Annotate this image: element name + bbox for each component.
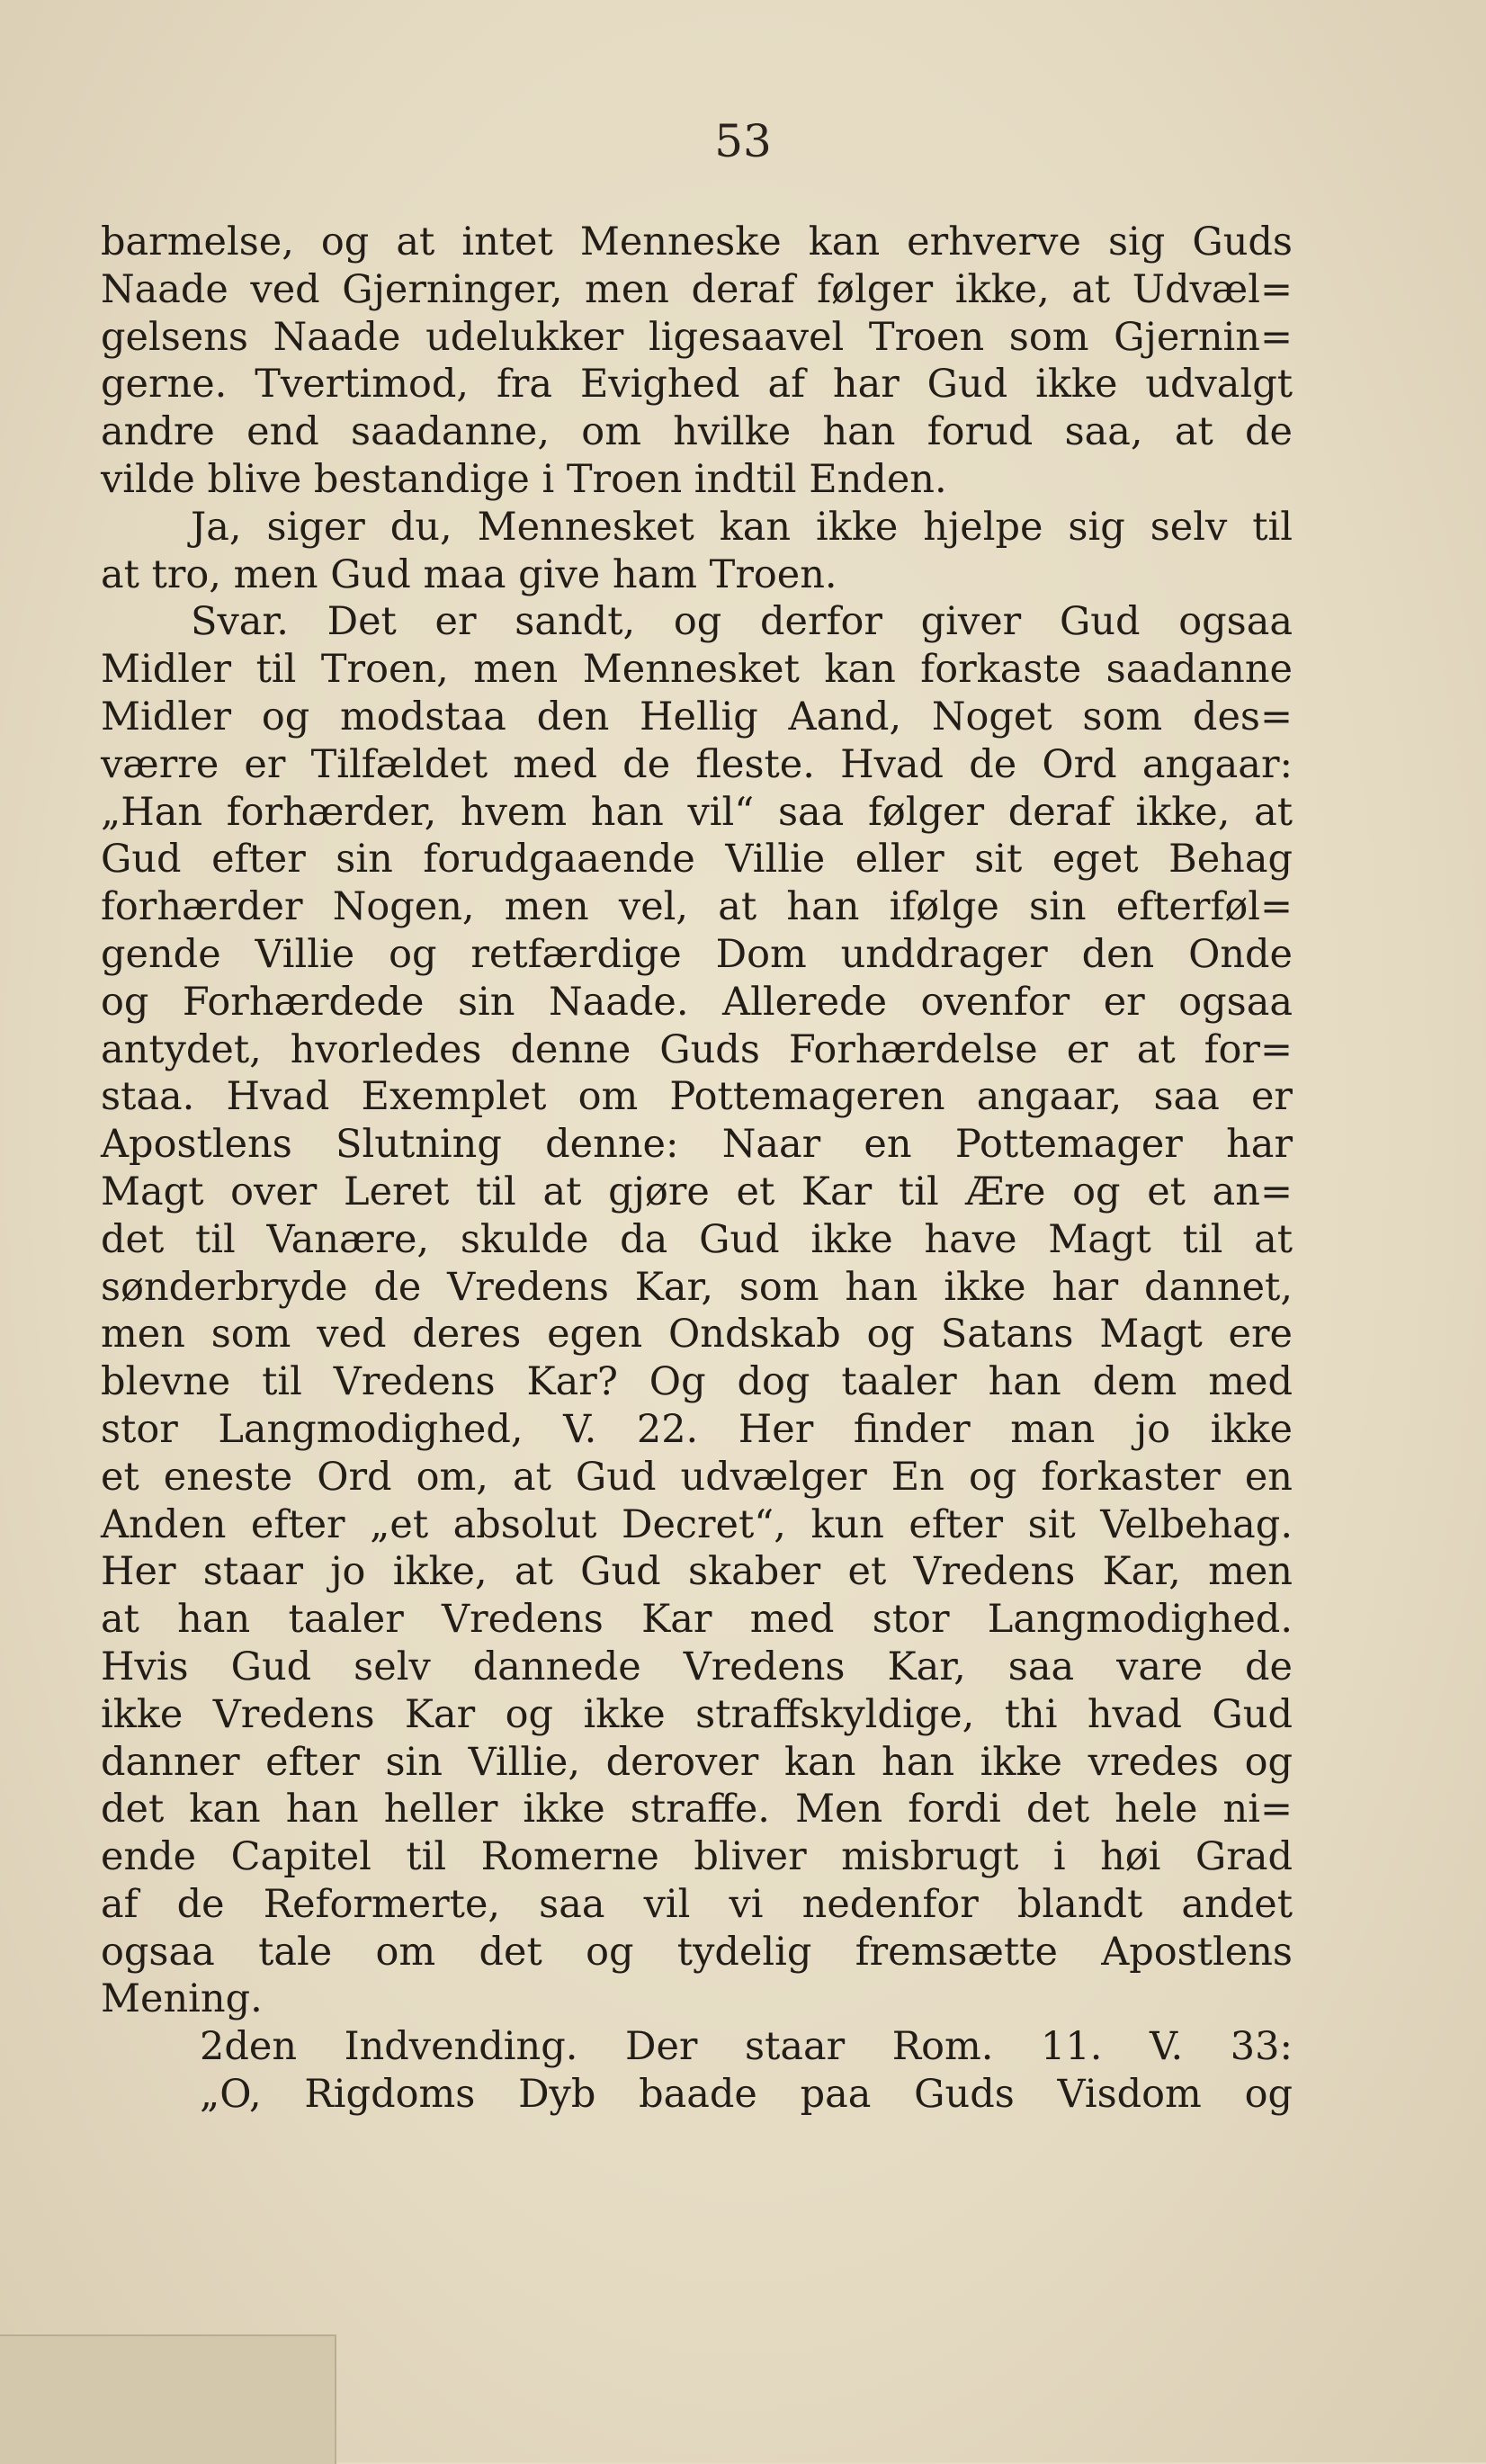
text-line: Svar. Det er sandt, og derfor giver Gud ogsaa	[191, 599, 1293, 645]
text-line: Ja, siger du, Mennesket kan ikke hjelpe sig selv til	[191, 504, 1293, 550]
text-line: Mening.	[101, 1976, 263, 2022]
text-line: danner efter sin Villie, derover kan han ikke vredes og	[101, 1739, 1293, 1785]
text-line: Hvis Gud selv dannede Vredens Kar, saa vare de	[101, 1644, 1293, 1689]
text-line: Apostlens Slutning denne: Naar en Pottemager har	[101, 1122, 1293, 1168]
text-line: af de Reformerte, saa vil vi nedenfor blandt andet	[101, 1881, 1293, 1927]
text-line: et eneste Ord om, at Gud udvælger En og forkaster en	[101, 1454, 1293, 1500]
text-line: vilde blive bestandige i Troen indtil Enden.	[101, 456, 947, 502]
text-line: forhærder Nogen, men vel, at han ifølge sin efterføl=	[101, 884, 1293, 930]
text-line: stor Langmodighed, V. 22. Her finder man jo ikke	[101, 1406, 1293, 1452]
text-line: ikke Vredens Kar og ikke straffskyldige, thi hvad Gud	[101, 1691, 1293, 1737]
text-line: og Forhærdede sin Naade. Allerede ovenfor er ogsaa	[101, 979, 1293, 1025]
text-line: værre er Tilfældet med de fleste. Hvad de Ord angaar:	[101, 741, 1293, 787]
text-line: staa. Hvad Exemplet om Pottemageren angaar, saa er	[101, 1074, 1293, 1120]
text-line: at tro, men Gud maa give ham Troen.	[101, 551, 837, 597]
text-line: Her staar jo ikke, at Gud skaber et Vredens Kar, men	[101, 1549, 1293, 1595]
text-line: ende Capitel til Romerne bliver misbrugt i høi Grad	[101, 1834, 1293, 1880]
text-line: „Han forhærder, hvem han vil“ saa følger deraf ikke, at	[101, 789, 1293, 835]
text-line: antydet, hvorledes denne Guds Forhærdelse er at for=	[101, 1026, 1293, 1072]
page-number: 53	[714, 115, 772, 167]
text-line: blevne til Vredens Kar? Og dog taaler han dem med	[101, 1359, 1293, 1405]
text-line: det til Vanære, skulde da Gud ikke have Magt til at	[101, 1216, 1293, 1262]
scan-corner-shadow	[0, 2334, 336, 2464]
text-line: men som ved deres egen Ondskab og Satans Magt ere	[101, 1312, 1293, 1357]
text-line: Anden efter „et absolut Decret“, kun efter sit Velbehag.	[101, 1501, 1293, 1547]
text-line: Midler og modstaa den Hellig Aand, Noget som des=	[101, 694, 1293, 739]
text-line: Naade ved Gjerninger, men deraf følger ikke, at Udvæl=	[101, 266, 1293, 312]
text-line: barmelse, og at intet Menneske kan erhverve sig Guds	[101, 220, 1293, 264]
text-line: det kan han heller ikke straffe. Men fordi det hele ni=	[101, 1787, 1293, 1832]
text-line: gerne. Tvertimod, fra Evighed af har Gud ikke udvalgt	[101, 362, 1293, 408]
body-text	[101, 219, 1293, 2119]
text-line: Midler til Troen, men Mennesket kan forkaste saadanne	[101, 647, 1293, 693]
text-line: gelsens Naade udelukker ligesaavel Troen som Gjernin=	[101, 314, 1293, 360]
text-line: sønderbryde de Vredens Kar, som han ikke har dannet,	[101, 1264, 1293, 1310]
text-line: andre end saadanne, om hvilke han forud saa, at de	[101, 409, 1293, 455]
text-line: „O, Rigdoms Dyb baade paa Guds Visdom og	[200, 2072, 1293, 2118]
text-line: Magt over Leret til at gjøre et Kar til Ære og et an=	[101, 1169, 1293, 1214]
text-line: 2den Indvending. Der staar Rom. 11. V. 33:	[200, 2024, 1293, 2070]
text-line: gende Villie og retfærdige Dom unddrager den Onde	[101, 931, 1293, 977]
text-line: ogsaa tale om det og tydelig fremsætte Apostlens	[101, 1929, 1293, 1975]
text-line: Gud efter sin forudgaaende Villie eller sit eget Behag	[101, 837, 1293, 883]
text-line: at han taaler Vredens Kar med stor Langmodighed.	[101, 1597, 1293, 1643]
